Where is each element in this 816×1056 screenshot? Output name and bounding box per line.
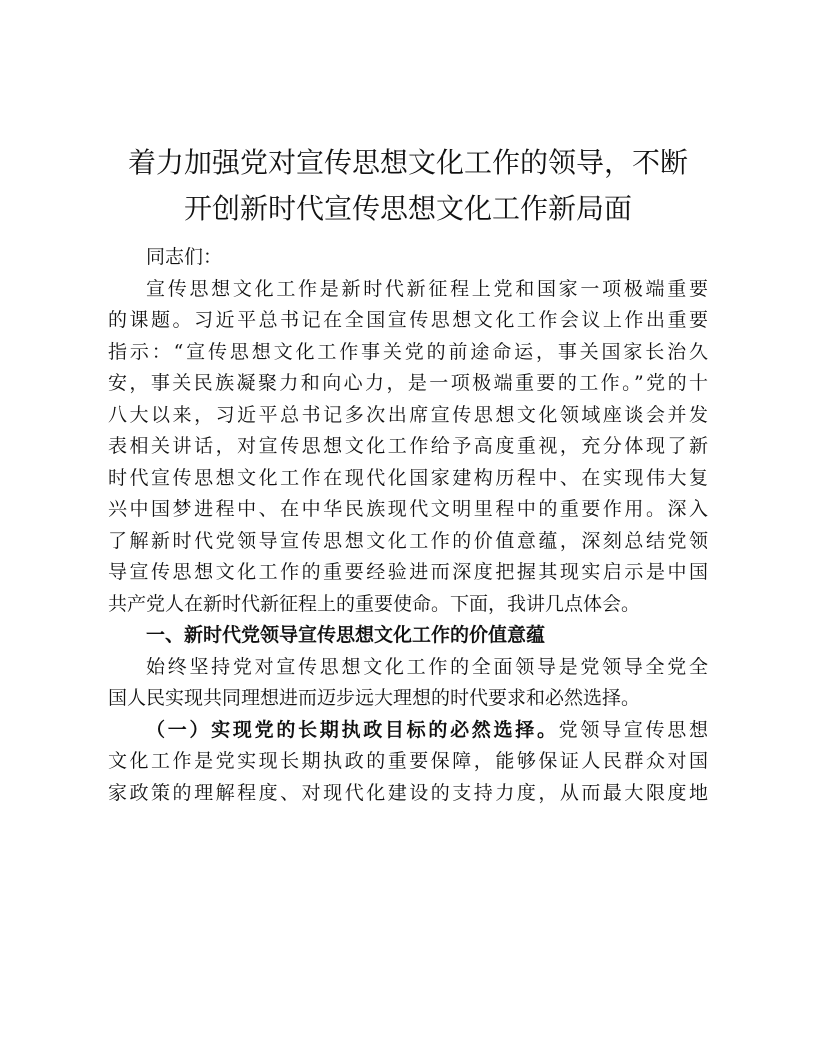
title-line: 着力加强党对宣传思想文化工作的领导，不断 [127,146,688,179]
title-line: 开创新时代宣传思想文化工作新局面 [183,192,632,225]
paragraph-line: 安，事关民族凝聚力和向心力，是一项极端重要的工作。”党的十 [108,372,708,394]
paragraph-line: 指示：“宣传思想文化工作事关党的前途命运，事关国家长治久 [108,340,708,363]
paragraph-line: 的课题。习近平总书记在全国宣传思想文化工作会议上作出重要 [108,309,708,331]
paragraph-line: 家政策的理解程度、对现代化建设的支持力度，从而最大限度地 [108,781,708,804]
document-page [108,140,708,809]
section-heading: 一、新时代党领导宣传思想文化工作的价值意蕴 [146,624,546,646]
paragraph-line: 了解新时代党领导宣传思想文化工作的价值意蕴，深刻总结党领 [108,529,708,552]
subsection-lead: （一）实现党的长期执政目标的必然选择。 [146,718,559,741]
paragraph-line: 始终坚持党对宣传思想文化工作的全面领导是党领导全党全 [146,655,708,678]
document-title [108,140,708,232]
paragraph-line: 导宣传思想文化工作的重要经验进而深度把握其现实启示是中国 [108,561,708,583]
paragraph-line: 兴中国梦进程中、在中华民族现代文明里程中的重要作用。深入 [108,498,708,520]
document-body [108,242,708,809]
paragraph-line: 共产党人在新时代新征程上的重要使命。下面，我讲几点体会。 [108,592,641,615]
paragraph-intro [108,274,708,621]
paragraph-line: 文化工作是党实现长期执政的重要保障，能够保证人民群众对国 [108,750,708,772]
paragraph-line: 八大以来，习近平总书记多次出席宣传思想文化领域座谈会并发 [108,403,708,426]
paragraph-section-intro [108,652,708,715]
paragraph-line: 国人民实现共同理想进而迈步远大理想的时代要求和必然选择。 [108,687,641,709]
paragraph-text: 党领导宣传思想 [558,718,708,741]
paragraph-line: 时代宣传思想文化工作在现代化国家建构历程中、在实现伟大复 [108,466,708,489]
paragraph-line: 表相关讲话，对宣传思想文化工作给予高度重视，充分体现了新 [108,435,708,457]
greeting: 同志们： [146,246,223,268]
paragraph-line: 宣传思想文化工作是新时代新征程上党和国家一项极端重要 [146,277,708,300]
paragraph-subsection-1 [108,715,708,810]
paragraph-line [108,715,708,747]
